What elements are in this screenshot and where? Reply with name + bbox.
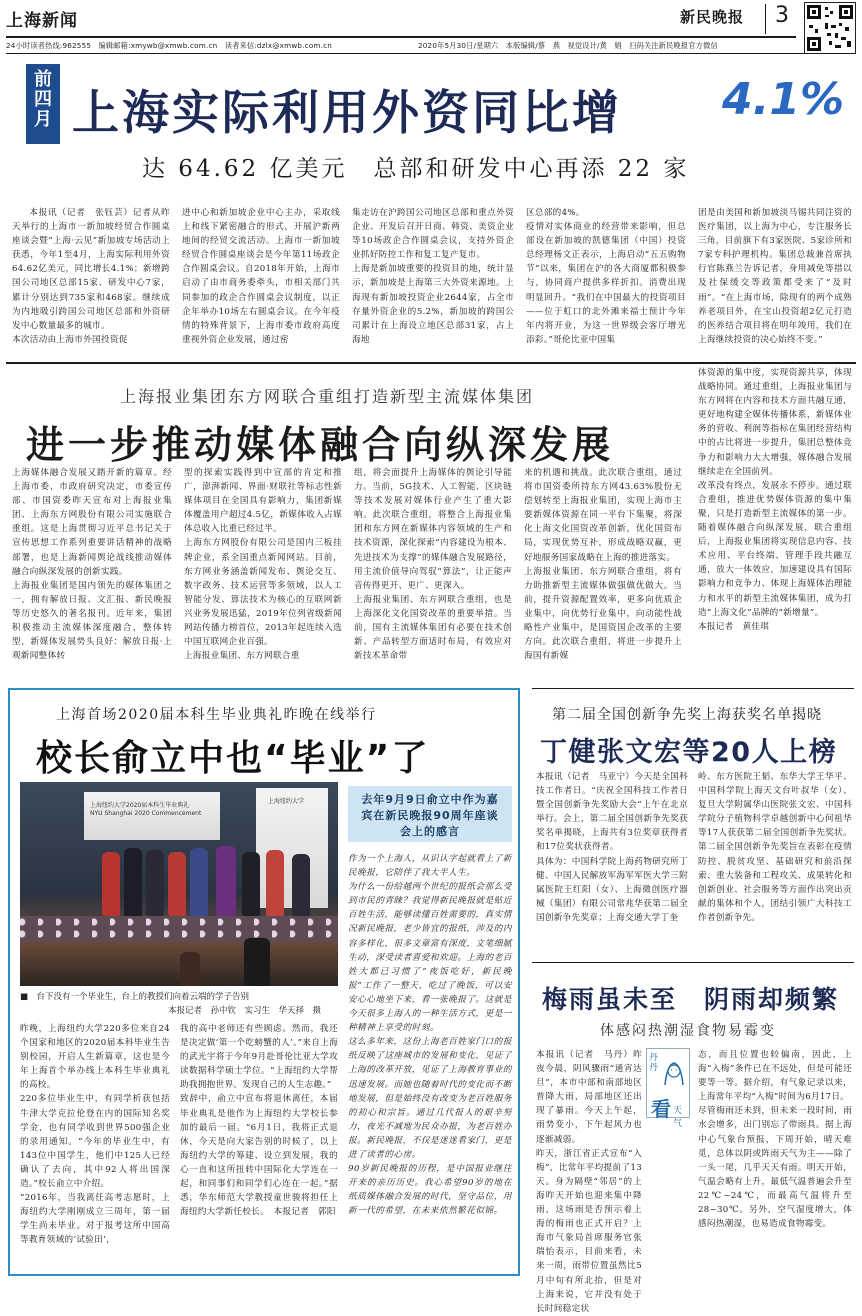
lead-headline: 上海实际利用外资同比增 bbox=[72, 86, 622, 141]
masthead-contact-line: 24小时读者热线:962555 编辑邮箱:xmywb@xmwb.com.cn 读者来信:dzlx@xmwb.com.cn bbox=[6, 41, 333, 50]
lead-headline-stat: 4.1% bbox=[722, 74, 845, 125]
media-column-4 bbox=[524, 466, 682, 676]
lead-column-2 bbox=[182, 206, 340, 356]
award-headline: 丁健张文宏等20人上榜 bbox=[540, 737, 838, 768]
quote-box-text: 去年9月9日俞立中作为嘉宾在新民晚报90周年座谈会上的感言 bbox=[361, 793, 499, 838]
media-column-4-text: 来的机遇和挑战。此次联合重组，通过将市国资委所持东方网43.63%股份无偿划转至上海报业集团，实现上海市主要新媒体资源在同一平台下集聚，将深化上海文化国资改革创新，优化国资布局，实现优势互补，形成战略双赢，更好地服务国家战略在上海的推进落实。 上海报业集团、东方网联合重组，将有力助推新型主流媒体做强做优做大。当前，提升资源配置效率，更多向优质企业集中，向优势行业集中，向动能性战略性产业集中，是国资国企改革的主要方向。此次联合重组，将进一步提升上海国有新媒 bbox=[524, 468, 682, 662]
quote-column bbox=[348, 852, 512, 1270]
lead-column-3 bbox=[352, 206, 514, 356]
weather-headline: 梅雨虽未至 阴雨却频繁 bbox=[542, 985, 840, 1014]
weather-column-2-text: 态，而且位置也较偏南，因此，上海“入梅”条件已在不远处，但是可能还要等一等。据介绍，有气象记录以来，上海常年平均“入梅”时间为6月17日。 尽管梅雨还未到，但未来一段时间，雨水会增多，出门别忘了带雨具。据上海中心气象台预报，下周开始，晴天难觅，总体以阴或阵雨天气为主——除了一头一尾，几乎天天有雨。明天开始，气温会略有上升，最低气温普遍会升至22℃~24℃，而最高气温将升至28~30℃。另外，空气湿度增大，体感闷热潮湿，也易造成食物霉变。 bbox=[698, 1050, 852, 1230]
weather-column-1-text: 本报讯（记者 马丹）昨夜今晨，阴风骤雨“通宵达旦”，本市中部和南部地区普降大雨，局部地区还出现了暴雨。今天上午起，雨势变小，下午起风力也逐渐减弱。 昨天，浙江省正式宣布“入梅”，比常年平均提前了13天。身为隔壁“邻居”的上海昨天开始也迎来集中降雨，这场雨是否预示着上海的梅雨也正式开启？上海市气象局首席服务官张瑞怡表示，目前来看，未来一周，雨带位置虽然比5月中旬有所北抬，但是对上海来说，它并没有处于长时间稳定状 bbox=[536, 1050, 642, 1314]
media-column-3-text: 组，将会面提升上海媒体的舆论引导能力。当前，5G技术、人工智能、区块链等技术发展对媒体行业产生了重大影响。此次联合重组，将整合上海报业集团和东方网在新媒体内容领域的生产和技术资源，深化探索“内容建设为根本、先进技术为支撑”的媒体融合发展路径，用主流价值导向驾驭“算法”，让正能声音传得更开、更广、更深入。 上海报业集团、东方网联合重组，也是上海深化文化国资改革的重要举措。当前，国有主流媒体集团有必要在技术创新、产品转型方面适时布局，有效应对新技术革命带 bbox=[354, 468, 512, 662]
media-column-2-text: 型的探索实践得到中宣部的肯定和推广，澎湃新闻、界面·财联社等标志性新媒体项目在全国具有影响力，集团新媒体覆盖用户超过4.5亿，新媒体收入占媒体总收入比重已经过半。 上海东方网股份有限公司是国内三板挂牌企业，系全国重点新闻网站。目前，东方网业务涵盖新闻发布、舆论交互、数字政务、技术运营等多领域，以人工智能分发、算法技术为核心的互联网新兴业务发展迅猛，2019年位列省级新闻网站传播力榜首位，2013年起连续入选中国互联网企业百强。 上海报业集团、东方网联合重 bbox=[184, 468, 342, 662]
masthead-rule-bottom bbox=[6, 53, 856, 54]
stage-flowers bbox=[20, 916, 338, 942]
media-column-1 bbox=[12, 466, 172, 676]
page-number: 3 bbox=[775, 3, 789, 28]
lead-column-2-text: 进中心和新加坡企业中心主办，采取线上和线下紧密融合的形式，开展沪新两地间的经贸交流活动。上海市一新加坡经贸合作圆桌座谈会是今年第11场政企合作圆桌会议。自2018年开始，上海市启动了由市商务委牵头，市相关部门共同参加的政企合作圆桌会议制度，以正企年举办10场左右圆桌会议。在今年疫情的特殊背景下，上海市委市政府高度重视外资企业发展，通过密 bbox=[182, 208, 340, 345]
stage-screen-caption: 上海纽约大学2020届本科生毕业典礼 bbox=[90, 802, 190, 809]
lead-column-1-text: 本报讯（记者 张钰芸）记者从昨天举行的上海市一新加坡经贸合作圆桌座谈会暨“上海·云见”新加坡专场活动上获悉，今年1至4月，上海实际利用外资64.62亿美元，同比增长4.1%；新增跨国公司地区总部15家、研发中心7家，累计分别达到735家和468家。继续成为内地吸引跨国公司地区总部和外资研发中心数量最多的城市。 本次活动由上海市外国投资促 bbox=[12, 208, 170, 345]
lead-column-5-text: 团是由美国和新加坡淡马锡共同注资的医疗集团，以上海为中心，专注服务长三角，目前旗下有3家医院、5家诊所和7家专科护理机构。集团总裁兼首席执行官陈燕兰告诉记者，身用减免等措以及社保缓交等政策都受来了“及时雨”。“在上海市场，除现有的两个成熟养老项目外，在宝山投资超2亿元打造的医养结合项目将在明年竣用，我们在上海继续投资的决心始终不变。” bbox=[698, 208, 852, 345]
professor-figure bbox=[216, 846, 236, 916]
lead-kicker-badge bbox=[26, 64, 60, 144]
professor-figure bbox=[190, 848, 208, 916]
media-column-2 bbox=[184, 466, 342, 676]
quote-column-text: 作为一个上海人，从识认字起就看上了新民晚报，它陪伴了我大半人生。 为什么一份给越两个世纪的报纸会那么受到市民的青睐？我觉得新民晚报就是贴近百姓生活，能够读懂百姓需要的，真实情况新民晚报，老少皆宜的报纸，涉及的内容多样化，很多文章富有深度，文笔细腻生动，深受读者喜爱和欢迎。上海的老百姓大都已习惯了“夜饭吃好，新民晚报”工作了一整天，吃过了晚饭，可以安安心心地坐下来，看一张晚报了。这就是今天很多上海人的一种生活方式，更是一种精神上享受的时刻。 这么多年来，这份上海老百姓家门口的报纸反映了这座城市的发展和变化，见证了上海的改革开放，见证了上海教育事业的迅速发展。而她也随着时代的变化而不断地发展，但是始终没有改变为老百姓服务的初心和宗旨。通过几代报人的艰辛努力，夜光不减地为民众办报，为老百姓办报。新民晚报，不仅是迷迷看家门，更是进了读者的心房。 90岁新民晚报的历程，是中国报业继往开来的亲历历史。我心希望90岁的地在纸质媒体融合发展的时代，坚守品位，用新一代的希望，在未来依然繁花似锦。 bbox=[348, 854, 512, 1217]
professor-figure bbox=[168, 852, 186, 916]
media-column-5-text: 体资源的集中度，实现资源共享，体现战略协同。通过重组，上海报业集团与东方网将在内容和技术方面共融互通，更好地构建全媒体传播体系，新媒体业务的营收、利润等指标在集团经营结构中的占比将进一步提升，集团总整体竞争力和影响力大大增强，媒体融合发展继续走在全国前列。 改革没有终点，发展永不停步。通过联合重组，推进优势媒体资源的集中集聚，只是打造新型主流媒体的第一步。随着媒体融合向纵深发展，联合重组后，上海报业集团将实现信息内容、技术应用、平台终端、管理手段共融互通，放大一体效应，加速建设具有国际影响力和竞争力、体现上海媒体治理能力和水平的新型主流媒体集团，成为打造“上海文化”品牌的“新增量”。 本报记者 黄佳琪 bbox=[698, 368, 852, 632]
award-column-1-text: 本报讯（记者 马亚宁）今天是全国科技工作者日。“庆祝全国科技工作者日暨全国创新争先奖励大会”上午在北京举行。会上，第二届全国创新争先奖获奖名单揭晓，上海共有3位奖章获得者和17位奖状获得者。 具体为：中国科学院上海药物研究所丁健、中国人民解放军海军军医大学三附属医院王红阳（女）、上海微创医疗器械（集团）有限公司常兆华获第二届全国创新争先奖章；上海交通大学丁奎 bbox=[536, 772, 688, 923]
masthead-date-editor-line: 2020年5月30日/星期六 本版编辑/蔡 燕 视觉设计/黄 娟 扫码关注新民晚报官方微信 bbox=[418, 41, 718, 50]
section-name: 上海新闻 bbox=[6, 11, 78, 31]
professor-figure bbox=[102, 852, 120, 916]
paper-logo: 新民晚报 bbox=[680, 8, 745, 26]
lead-column-4-text: 区总部的4%。 疫情对实体商业的经营带来影响，但总部设在新加坡的凯德集团（中国）投资总经理杨文正表示，上海启动“五五购物节”以来，集团在沪的各大商厦都积极参与，协同商户提供多样折扣。消费出现明显回升。“我们在中国最大的投资项目——位于虹口的北外滩来福士预计今年年内将开业，为这一世界级会客厅增光添彩。”哥伦比亚中国集 bbox=[526, 208, 686, 345]
lead-column-3-text: 集走访在沪跨国公司地区总部和重点外资企业、开发后召开日商、韩资、美资企业等10场政企合作圆桌会议，支持外资企业抓好防控工作和复工复产复市。 上海是新加坡重要的投资目的地，统计显示，新加坡是上海第三大外资来源地。上海现有新加坡投资企业2644家，占全市存量外资企业的5.2%，新加坡的跨国公司累计在上海设立地区总部31家，占上海地 bbox=[352, 208, 514, 345]
professor-figure bbox=[266, 850, 284, 916]
media-column-5 bbox=[698, 366, 852, 676]
graduation-kicker: 上海首场2020届本科生毕业典礼昨晚在线举行 bbox=[56, 707, 377, 723]
award-kicker: 第二届全国创新争先奖上海获奖名单揭晓 bbox=[552, 707, 822, 723]
column-badge-label: 看 bbox=[651, 1097, 671, 1121]
award-column-2-text: 岭、东方医院王韬、东华大学王华平、中国科学院上海天文台叶叔华（女）、复旦大学附属华山医院张文宏、中国科学院分子植物科学卓越创新中心何祖华等17人获获第二届全国创新争先奖状。 第二届全国创新争先奖旨在表彰在疫情防控、脱贫攻坚、基础研究和前沿探索、重大装备和工程攻关、成果转化和创新创业、社会服务等方面作出突出贡献的集体和个人，团结引领广大科技工作者创新争先。 bbox=[698, 772, 852, 923]
masthead-rule bbox=[6, 36, 796, 38]
weather-story-rule bbox=[532, 962, 854, 963]
graduation-column-2 bbox=[180, 1022, 338, 1272]
photo-caption: ■ 台下没有一个毕业生，台上的教授们向着云端的学子告别 bbox=[20, 992, 250, 1002]
professor-figure bbox=[146, 850, 164, 916]
wechat-qr-code[interactable] bbox=[804, 2, 856, 54]
column-badge-sub: 天气 bbox=[673, 1106, 683, 1129]
graduation-photo bbox=[20, 782, 338, 986]
stage-screen-logo: 上海纽约大学 bbox=[268, 798, 305, 805]
weather-column-1 bbox=[536, 1048, 642, 1314]
column-badge-name: 丹丹 bbox=[649, 1053, 659, 1073]
media-column-1-text: 上海媒体融合发展又踏开新的篇章。经上海市委、市政府研究决定，市委宣传部、市国资委昨天宣布对上海报业集团、上海东方网股份有限公司实施联合重组。这是上海贯彻习近平总书记关于宣传思想工作系列重要讲话精神的战略部署，也是上海新闻舆论战线推动媒体融合向纵深发展的创新实践。 上海报业集团是国内领先的媒体集团之一，拥有解放日报、文汇报、新民晚报等历史悠久的著名报刊。近年来，集团积极推动主流媒体深度融合，整体转型，新媒体发展势头良好：解放日报·上观新闻整体转 bbox=[12, 468, 172, 662]
masthead-logo-divider bbox=[765, 4, 766, 34]
graduation-column-1-text: 昨晚，上海纽约大学220多位来自24个国家和地区的2020届本科毕业生告别校园，开启人生新篇章，这也是今年上海首个举办线上本科生毕业典礼的高校。 220多位毕业生中，有同学析获包括牛津大学克拉伦登在内的国际知名奖学金，也有同学收到世界500强企业的录用通知。“今年的毕业生中，有143位中国学生，他们中125人已经确认了去向，其中92人将出国深造。”校长俞立中介绍。 “2016年，当我离任高考志愿时，上海纽约大学刚刚成立三周年，第一届学生尚未毕业。对于报考这所中国高等教育领域的‘试验田’， bbox=[20, 1024, 170, 1246]
lead-column-5 bbox=[698, 206, 852, 356]
graduation-column-2-text: 我的高中老师还有些顾虑。然而，我还是决定做‘第一个吃螃蟹的人’。”来自上海的武光宇将于今年9月赴哥伦比亚大学攻读数据科学硕士学位。“上海纽约大学帮助我拥抱世界。发现自己的人生志趣。” 致辞中，俞立中宣布将退休离任，本届毕业典礼是他作为上海纽约大学校长参加的最后一届。“6月1日，我将正式退休，今天是向大家告别的时候了，以上海纽约大学的筹建、设立到发展，我的心一直和这所扭转中国际化大学连在一起，和同事们和同学们心连在一起。”据悉，华东师范大学教授童世骏将担任上海纽约大学新任校长。 本报记者 郭阳 bbox=[180, 1024, 338, 1218]
lead-column-1 bbox=[12, 206, 170, 356]
media-headline: 进一步推动媒体融合向纵深发展 bbox=[26, 422, 615, 467]
award-story-rule bbox=[532, 688, 854, 689]
media-kicker: 上海报业集团东方网联合重组打造新型主流媒体集团 bbox=[120, 387, 535, 406]
professor-figure bbox=[292, 854, 310, 916]
audience-figure bbox=[180, 952, 200, 986]
quote-box bbox=[348, 786, 512, 842]
lead-column-4 bbox=[526, 206, 686, 356]
media-column-3 bbox=[354, 466, 512, 676]
professor-figure bbox=[124, 848, 142, 916]
lead-story-divider bbox=[6, 362, 856, 364]
stage-screen-caption-en: NYU Shanghai 2020 Commencement bbox=[90, 810, 202, 817]
professor-figure bbox=[242, 852, 260, 916]
award-column-2 bbox=[698, 770, 852, 946]
photo-credit: 本报记者 孙中钦 实习生 华天择 摄 bbox=[168, 1006, 322, 1016]
columnist-portrait-icon bbox=[661, 1055, 687, 1089]
weather-column-badge bbox=[646, 1048, 690, 1129]
lead-kicker: 前四月 bbox=[34, 69, 52, 130]
weather-subheadline: 体感闷热潮湿食物易霉变 bbox=[600, 1023, 776, 1039]
graduation-headline: 校长俞立中也“毕业”了 bbox=[36, 738, 430, 779]
lead-subheadline: 达 64.62 亿美元 总部和研发中心再添 22 家 bbox=[142, 156, 690, 182]
weather-column-2 bbox=[698, 1048, 852, 1274]
graduation-column-1 bbox=[20, 1022, 170, 1272]
photographer-figure bbox=[244, 938, 270, 986]
award-column-1 bbox=[536, 770, 688, 946]
